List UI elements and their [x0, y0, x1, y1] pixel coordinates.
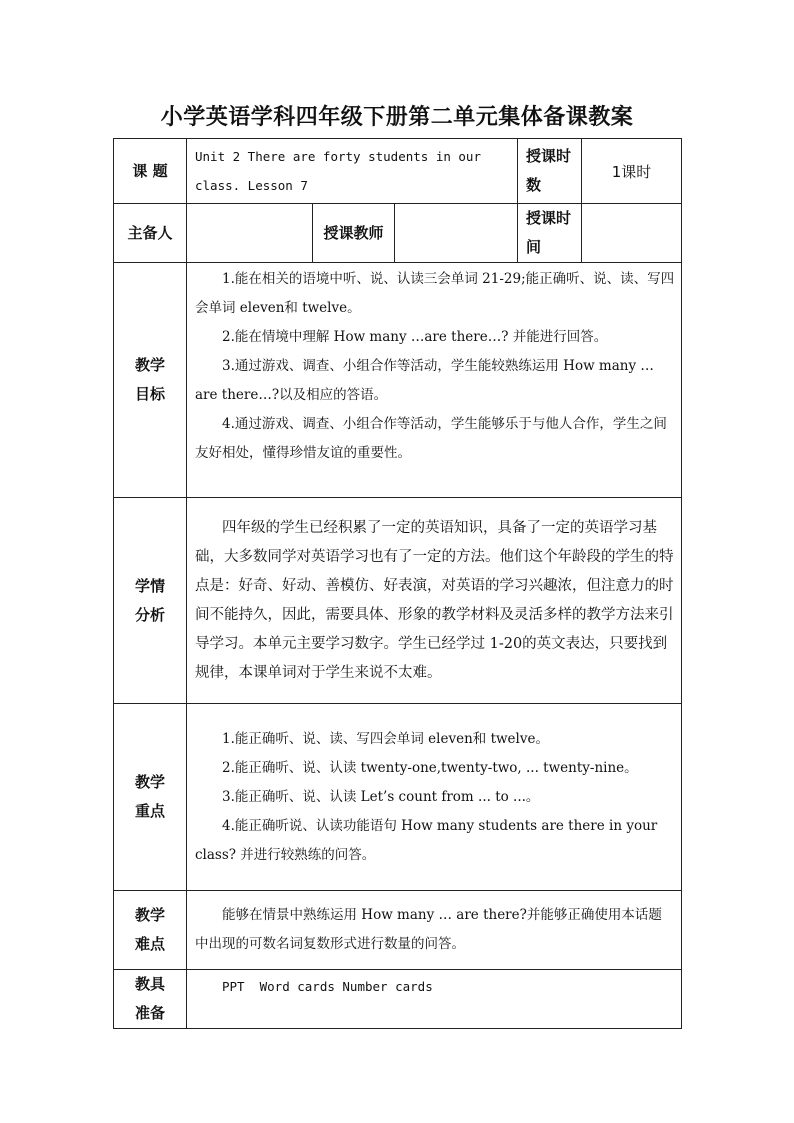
objectives-label: 教学目标	[114, 263, 187, 498]
topic-label: 课 题	[114, 139, 187, 204]
key-points-row	[114, 704, 682, 891]
materials-row	[114, 970, 682, 1029]
topic-row	[114, 139, 682, 204]
hours-value: 1课时	[582, 139, 682, 204]
time-label: 授课时间	[518, 204, 582, 263]
objectives-row	[114, 263, 682, 498]
presenter-label: 主备人	[114, 204, 187, 263]
key-point-item: 1.能正确听、说、读、写四会单词 eleven和 twelve。	[222, 730, 549, 747]
key-point-item: 3.能正确听、说、认读 Let’s count from ... to ...。	[222, 788, 540, 805]
objective-item: 1.能在相关的语境中听、说、认读三会单词 21-29;能正确听、说、读、写四会单词 eleven和 twelve。	[195, 271, 675, 316]
materials-label: 教具准备	[114, 970, 187, 1029]
document-title: 小学英语学科四年级下册第二单元集体备课教案	[160, 105, 634, 130]
time-value	[582, 204, 682, 263]
difficulties-label: 教学难点	[114, 891, 187, 970]
topic-value: Unit 2 There are forty students in our class. Lesson 7	[187, 139, 518, 204]
key-points-content	[187, 704, 682, 891]
difficulties-row	[114, 891, 682, 970]
key-points-label: 教学重点	[114, 704, 187, 891]
hours-label: 授课时数	[518, 139, 582, 204]
objective-item: 2.能在情境中理解 How many …are there…? 并能进行回答。	[222, 329, 608, 345]
objective-item: 4.通过游戏、调查、小组合作等活动，学生能够乐于与他人合作，学生之间友好相处，懂得珍惜友谊的重要性。	[195, 416, 667, 461]
analysis-text: 四年级的学生已经积累了一定的英语知识，具备了一定的英语学习基础，大多数同学对英语学习也有了一定的方法。他们这个年龄段的学生的特点是：好奇、好动、善模仿、好表演，对英语的学习兴趣浓，但注意力的时间不能持久，因此，需要具体、形象的教学材料及灵活多样的教学方法来引导学习。本单元主要学习数字。学生已经学过 1-20的英文表达，只要找到规律，本课单词对于学生来说不太难。	[195, 519, 674, 681]
difficulties-content	[187, 891, 682, 970]
materials-text: PPT Word cards Number cards	[222, 979, 433, 994]
analysis-row	[114, 498, 682, 704]
lesson-plan-table	[113, 138, 682, 1029]
analysis-label: 学情分析	[114, 498, 187, 704]
teacher-value	[395, 204, 518, 263]
objectives-content	[187, 263, 682, 498]
objective-item: 3.通过游戏、调查、小组合作等活动，学生能较熟练运用 How many …are there…?以及相应的答语。	[195, 358, 654, 403]
materials-content	[187, 970, 682, 1029]
presenter-value	[187, 204, 313, 263]
key-point-item: 2.能正确听、说、认读 twenty-one,twenty-two, ... twenty-nine。	[222, 759, 638, 776]
presenter-row	[114, 204, 682, 263]
analysis-content	[187, 498, 682, 704]
key-point-item: 4.能正确听说、认读功能语句 How many students are there in your class? 并进行较熟练的问答。	[195, 817, 658, 863]
teacher-label: 授课教师	[313, 204, 395, 263]
difficulties-text: 能够在情景中熟练运用 How many … are there?并能够正确使用本话题中出现的可数名词复数形式进行数量的问答。	[195, 907, 662, 952]
